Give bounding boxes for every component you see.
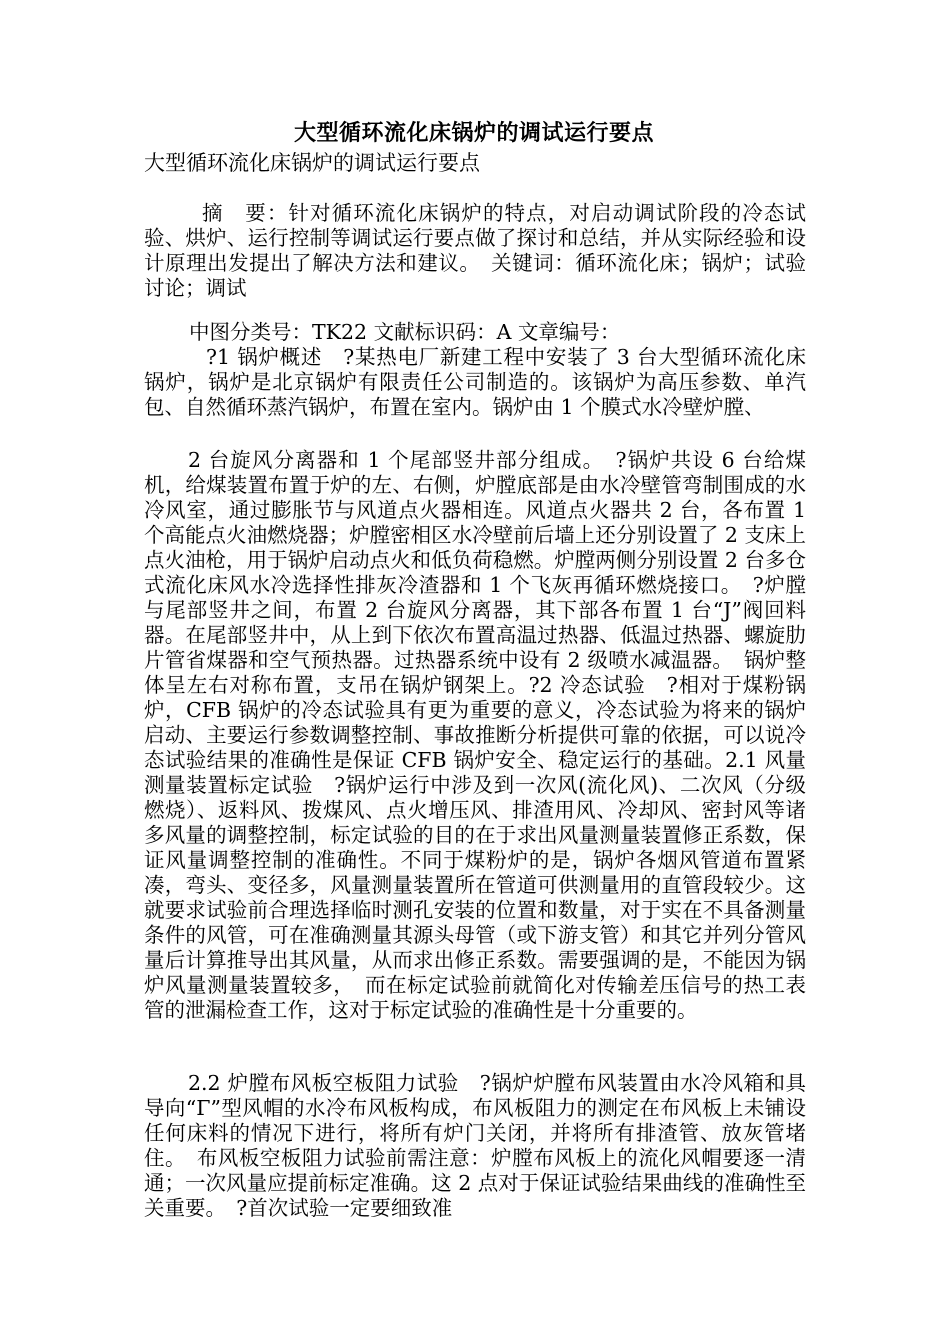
- document-subtitle: 大型循环流化床锅炉的调试运行要点: [144, 151, 480, 175]
- body-paragraph-2: 2 台旋风分离器和 1 个尾部竖井部分组成。 ?锅炉共设 6 台给煤机，给煤装置布置于炉的左、右侧，炉膛底部是由水冷壁管弯制围成的水冷风室，通过膨胀节与风道点火器相连。风道点火器共 2 台，各布置 1 个高能点火油燃烧器；炉膛密相区水冷壁前后墙上还分别设置了 2 支床上点火油枪，用于锅炉启动点火和低负荷稳燃。炉膛两侧分别设置 2 台多仓式流化床风水冷选择性排灰冷渣器和 1 个飞灰再循环燃烧接口。 ?炉膛与尾部竖井之间，布置 2 台旋风分离器，其下部各布置 1 台“J”阀回料器。在尾部竖井中，从上到下依次布置高温过热器、低温过热器、螺旋肋片管省煤器和空气预热器。过热器系统中设有 2 级喷水减温器。 锅炉整体呈左右对称布置，支吊在锅炉钢架上。?2 冷态试验 ?相对于煤粉锅炉，CFB 锅炉的冷态试验具有更为重要的意义，冷态试验为将来的锅炉启动、主要运行参数调整控制、事故推断分析提供可靠的依据，可以说冷态试验结果的准确性是保证 CFB 锅炉安全、稳定运行的基础。2.1 风量测量装置标定试验 ?锅炉运行中涉及到一次风(流化风)、二次风（分级燃烧）、返料风、拨煤风、点火增压风、排渣用风、冷却风、密封风等诸多风量的调整控制，标定试验的目的在于求出风量测量装置修正系数，保证风量调整控制的准确性。不同于煤粉炉的是，锅炉各烟风管道布置紧凑，弯头、变径多，风量测量装置所在管道可供测量用的直管段较少。这就要求试验前合理选择临时测孔安装的位置和数量，对于实在不具备测量条件的风管，可在准确测量其源头母管（或下游支管）和其它并列分管风量后计算推导出其风量，从而求出修正系数。需要强调的是，不能因为锅炉风量测量装置较多， 而在标定试验前就简化对传输差压信号的热工表管的泄漏检查工作，这对于标定试验的准确性是十分重要的。: [144, 448, 806, 1022]
- body-paragraph-3: 2.2 炉膛布风板空板阻力试验 ?锅炉炉膛布风装置由水冷风箱和具导向“Γ”型风帽的水冷布风板构成，布风板阻力的测定在布风板上未铺设任何床料的情况下进行，将所有炉门关闭，并将所有排渣管、放灰管堵住。 布风板空板阻力试验前需注意：炉膛布风板上的流化风帽要逐一清通；一次风量应提前标定准确。这 2 点对于保证试验结果曲线的准确性至关重要。 ?首次试验一定要细致准: [144, 1071, 806, 1220]
- abstract-paragraph: 摘 要：针对循环流化床锅炉的特点，对启动调试阶段的冷态试验、烘炉、运行控制等调试运行要点做了探讨和总结，并从实际经验和设计原理出发提出了解决方法和建议。 关键词：循环流化床；锅炉；试验讨论；调试: [144, 201, 806, 300]
- document-title: 大型循环流化床锅炉的调试运行要点: [293, 121, 654, 146]
- section1-paragraph: ?1 锅炉概述 ?某热电厂新建工程中安装了 3 台大型循环流化床锅炉，锅炉是北京锅炉有限责任公司制造的。该锅炉为高压参数、单汽包、自然循环蒸汽锅炉，布置在室内。锅炉由 1 个膜式水冷壁炉膛、: [144, 345, 806, 419]
- classification-line: 中图分类号：TK22 文献标识码：A 文章编号：: [189, 320, 621, 344]
